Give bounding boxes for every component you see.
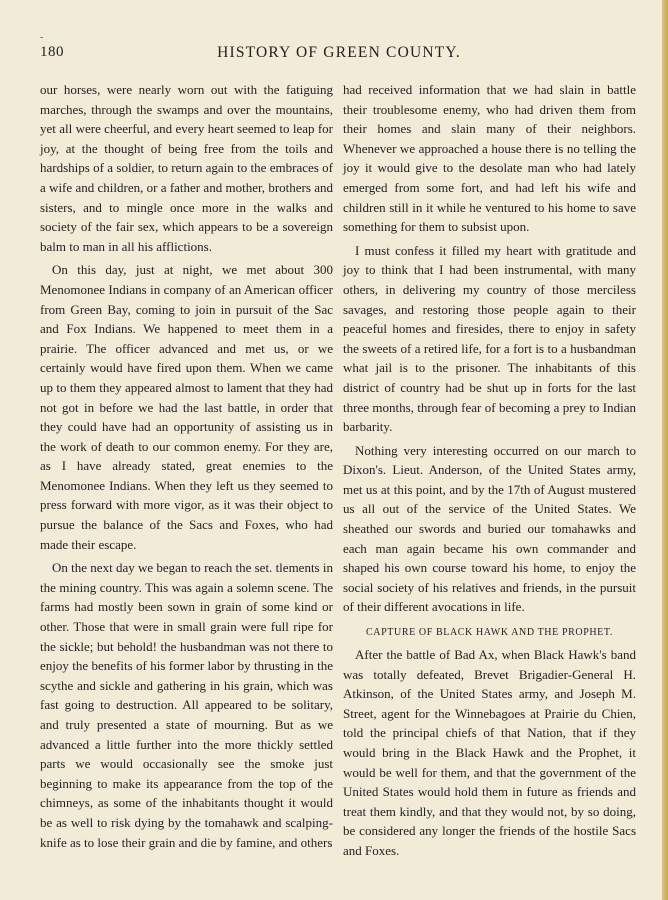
page-number: 180 [40,44,64,60]
paragraph: Nothing very interesting occurred on our march to Dixon's. Lieut. Anderson, of the United States army, met us at this point, and by the 17th of August mustered us all out of the service of the United States. We sheathed our swords and buried our tomahawks and each man again became his own commander and shaped his own course toward his home, to enjoy the social society of his relatives and friends, in the pursuit of their different avocations in life. [343,442,636,615]
page-edge [662,0,668,900]
paragraph: I must confess it filled my heart with gratitude and joy to think that I had been instrumental, with many others, in delivering my country of those merciless savages, and restoring those people again to their peaceful homes and firesides, there to enjoy in safety the sweets of a retired life, for a fort is to a husbandman what jail is to the prisoner. The inhabitants of this district of country had be shut up in forts for the last three months, through fear of becoming a prey to Indian barbarity. [343,242,636,435]
paragraph: After the battle of Bad Ax, when Black Hawk's band was totally defeated, Brevet Brigadier-General H. Atkinson, of the United States army, and Joseph M. Street, agent for the Winnebagoes at Prairie du Chien, told the principal chiefs of that Nation, that if they would bring in the Black Hawk and the Prophet, it would be well for them, and that the government of the United States would hold them in future as friends and treat them kindly, and that they would not, by so doing, be considered any longer the friends of the hostile Sacs and Foxes. [343,647,636,858]
page-header [40,44,638,66]
right-column [343,80,636,861]
paragraph: On this day, just at night, we met about 300 Menomonee Indians in company of an American officer from Green Bay, coming to join in pursuit of the Sac and Fox Indians. We happened to meet them in a prairie. The officer advanced and met us, or we certainly would have fired upon them. When we came up to them they appeared almost to lament that they had not got in before we had the last battle, in order that they could have had an opportunity of assisting us in the work of death to our common enemy. For they are, as I have already stated, great enemies to the Menomonee Indians. When they left us they seemed to press forward with more vigor, as it was their object to pursue the balance of the Sacs and Foxes, who had made their escape. [40,262,333,552]
left-column [40,80,333,852]
paragraph: had received information that we had slain in battle their troublesome enemy, who had driven them from their homes and slain many of their neighbors. Whenever we approached a house there is no telling the joy it would give to the desolate man who had lately emerged from some fort, and had left his wife and children still in it while he ventured to his home to save something for them to subsist upon. [343,82,636,235]
running-head: HISTORY OF GREEN COUNTY. [217,44,461,61]
paragraph: On the next day we began to reach the set. tlements in the mining country. This was again a solemn scene. The farms had mostly been sown in grain of some kind or other. Those that were in small grain were full ripe for the sickle; but behold! the husbandman was not there to enjoy the benefits of his former labor by thrusting in the scythe and sickle and gathering in his grain, which was fast going to destruction. All appeared to be solitary, and truly presented a state of mourning. But as we advanced a little further into the more thickly settled parts we would occasionally see the smoke just beginning to make its appearance from the top of the chimneys, as some of the inhabitants thought it would be as well to risk dying by the tomahawk and scalping-knife as to lose their grain and die by famine, and others [40,560,333,850]
paragraph: our horses, were nearly worn out with the fatiguing marches, through the swamps and over the mountains, yet all were cheerful, and every heart seemed to leap for joy, at the thought of being free from the toils and hardships of a soldier, to return again to the embraces of a wife and children, or a father and mother, brothers and sisters, and to mingle once more in the walks and society of the fair sex, which appears to be a sovereign balm to man in all his afflictions. [40,82,333,254]
section-heading: CAPTURE OF BLACK HAWK AND THE PROPHET. [366,627,613,639]
page-mark: - [40,32,44,43]
